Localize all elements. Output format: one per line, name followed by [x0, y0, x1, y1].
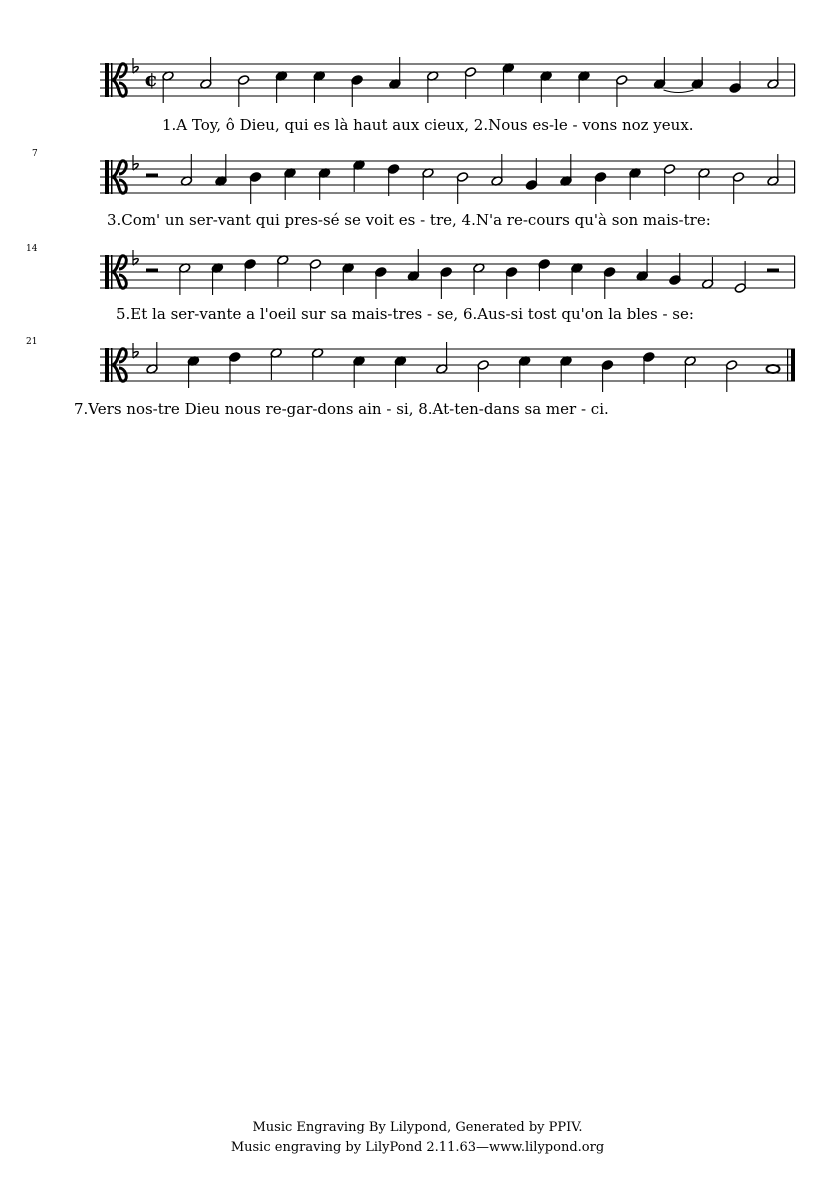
footer-generated-by: Music Engraving By Lilypond, Generated by PPIV. [252, 1120, 583, 1135]
lyrics-line-3: 5.Et la ser-vante a l'oeil sur sa mais-tres - se, 6.Aus-si tost qu'on la bles - se: [116, 305, 694, 323]
half-rest [146, 174, 158, 178]
staff-system-2 [0, 149, 835, 219]
flat-key-signature [133, 155, 138, 170]
lyrics-line-4: 7.Vers nos-tre Dieu nous re-gar-dons ain - si, 8.At-ten-dans sa mer - ci. [74, 400, 609, 418]
tie [664, 90, 694, 93]
bar-line [794, 256, 795, 288]
staff-3-notation [0, 244, 835, 304]
staff-2-notation [0, 149, 835, 209]
final-bar-line [791, 349, 795, 381]
measure-number: 7 [32, 149, 38, 159]
half-rest [767, 269, 779, 273]
whole-note [767, 365, 780, 373]
flat-key-signature [133, 58, 138, 73]
cut-time-signature: ¢ [144, 67, 158, 91]
staff-system-4 [0, 337, 835, 407]
staff-1-notation [0, 52, 835, 112]
staff-system-3 [0, 244, 835, 314]
footer-lilypond-credit: Music engraving by LilyPond 2.11.63—www.lilypond.org [230, 1140, 605, 1155]
flat-key-signature [133, 250, 138, 265]
staff-4-notation [0, 337, 835, 397]
staff-system-1 [0, 52, 835, 122]
flat-key-signature [133, 343, 138, 358]
half-rest [146, 269, 158, 273]
measure-number: 21 [26, 337, 38, 347]
bar-line [794, 64, 795, 96]
bar-line [787, 349, 788, 381]
lyrics-line-2: 3.Com' un ser-vant qui pres-sé se voit es - tre, 4.N'a re-cours qu'à son mais-tre: [107, 211, 711, 229]
lyrics-line-1: 1.A Toy, ô Dieu, qui es là haut aux cieux, 2.Nous es-le - vons noz yeux. [162, 116, 694, 134]
measure-number: 14 [26, 244, 38, 254]
bar-line [794, 161, 795, 193]
